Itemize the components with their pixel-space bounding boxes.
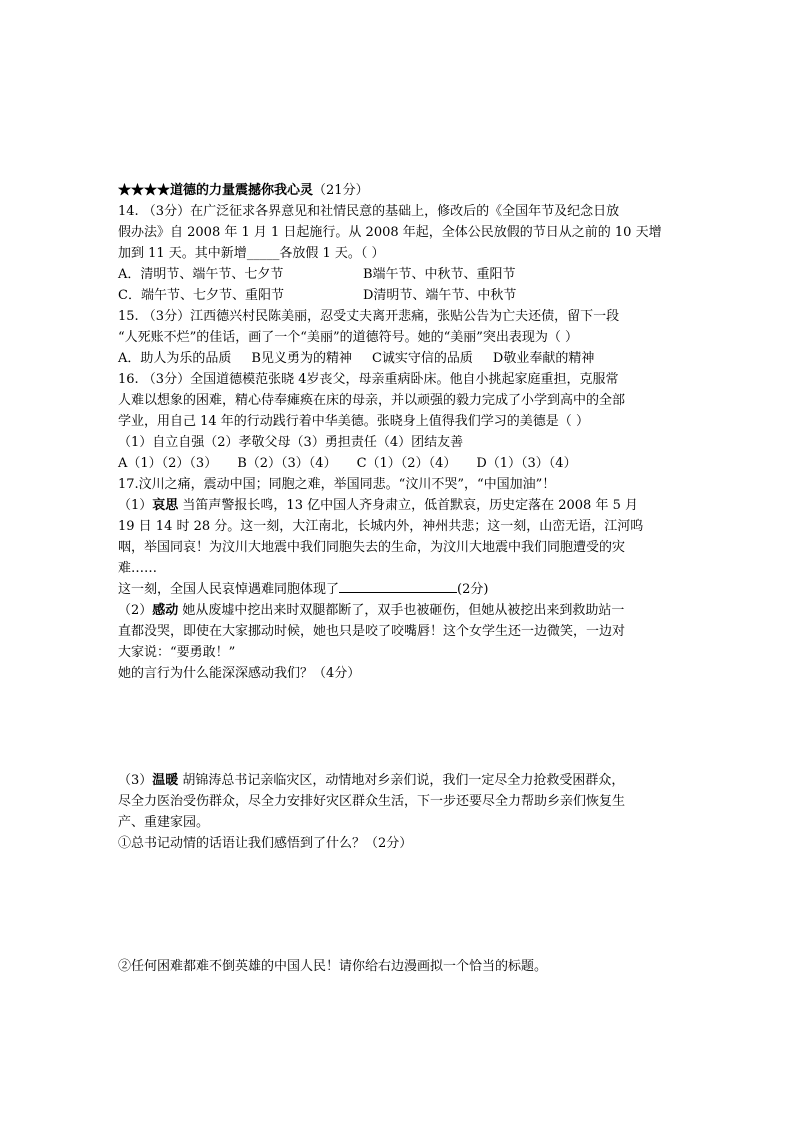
q17-p3-line-2: 尽全力医治受伤群众，尽全力安排好灾区群众生活，下一步还要尽全力帮助乡亲们恢复生 <box>118 794 626 809</box>
q17-p3-text-1: 胡锦涛总书记亲临灾区，动情地对乡亲们说，我们一定尽全力抢救受困群众， <box>178 773 625 788</box>
q17-p2-line-1 <box>118 600 678 621</box>
q14-options-row-2 <box>118 285 678 306</box>
q17-p1-text-1: 当笛声警报长鸣，13 亿中国人齐身肃立，低首默哀，历史定落在 2008 年 5 月 <box>178 498 638 513</box>
q17-p1-score: (2分) <box>457 582 489 597</box>
q17-p3-question-1: ①总书记动情的话语让我们感悟到了什么？（2分） <box>118 836 413 851</box>
q16-line-2: 人难以想象的困难，精心侍奉瘫痪在床的母亲，并以顽强的毅力完成了小学到高中的全部 <box>118 393 626 408</box>
section-heading <box>118 180 678 201</box>
q15-option-d: D敬业奉献的精神 <box>492 351 595 366</box>
q14-option-b: B端午节、中秋节、重阳节 <box>363 267 516 282</box>
q15-line-2: “人死账不烂”的佳话，画了一个“美丽”的道德符号。她的“美丽”突出表现为（ ） <box>118 330 579 345</box>
q17-p2-question: 她的言行为什么能深深感动我们？（4分） <box>118 666 361 681</box>
q15-option-b: B见义勇为的精神 <box>251 351 352 366</box>
q17-intro: 17.汶川之痛，震动中国；同胞之难，举国同悲。“汶川不哭”，“中国加油”！ <box>118 477 556 492</box>
q14-option-a: A．清明节、端午节、七夕节 <box>118 267 284 282</box>
question-16 <box>118 369 678 474</box>
q16-options <box>118 453 678 474</box>
q16-line-1: 16. （3分）全国道德模范张晓 4岁丧父，母亲重病卧床。他自小挑起家庭重担，克服常 <box>118 372 619 387</box>
q14-line-3 <box>118 243 678 264</box>
rating-stars: ★★★★ <box>118 183 171 198</box>
q14-line-2: 假办法》自 2008 年 1 月 1 日起施行。从 2008 年起，全体公民放假的节日从之前的 10 天增 <box>118 225 662 240</box>
q17-p3-line-1 <box>118 770 678 791</box>
q17-p3-question-2: ②任何困难都难不倒英雄的中国人民！请你给右边漫画拟一个恰当的标题。 <box>118 959 548 974</box>
q16-option-c: C（1）（2）（4） <box>356 456 457 471</box>
q15-options <box>118 348 678 369</box>
q16-option-a: A（1）（2）（3） <box>118 456 218 471</box>
q17-part-2 <box>118 600 678 770</box>
q14-option-d: D清明节、端午节、中秋节 <box>363 288 517 303</box>
q17-part-3 <box>118 770 678 977</box>
q17-p1-keyword: 哀思 <box>152 498 179 513</box>
q15-option-c: C诚实守信的品质 <box>371 351 473 366</box>
question-14 <box>118 201 678 306</box>
question-17 <box>118 474 678 977</box>
q16-line-3: 学业，用自己 14 年的行动践行着中华美德。张晓身上值得我们学习的美德是（ ） <box>118 414 589 429</box>
q17-p3-line-3: 产、重建家园。 <box>118 815 210 830</box>
exam-page <box>118 180 678 977</box>
q17-p1-line-3: 咽，举国同哀！为汶川大地震中我们同胞失去的生命，为汶川大地震中我们同胞遭受的灾 <box>118 540 626 555</box>
q17-p1-question <box>118 579 678 600</box>
q17-p1-line-4: 难…… <box>118 561 158 576</box>
q17-part-1 <box>118 495 678 600</box>
q17-p2-line-2: 直都没哭，即使在大家挪动时候，她也只是咬了咬嘴唇！这个女学生还一边微笑，一边对 <box>118 624 626 639</box>
q16-option-d: D（1）（3）（4） <box>476 456 577 471</box>
q16-items: （1）自立自强（2）孝敬父母（3）勇担责任（4）团结友善 <box>118 435 464 450</box>
q14-line-3-b: 各放假 1 天。（ ） <box>279 246 385 261</box>
q17-p2-line-3: 大家说：“要勇敢！” <box>118 645 236 660</box>
q14-line-1: 14. （3分）在广泛征求各界意见和社情民意的基础上，修改后的《全国年节及纪念日放 <box>118 204 620 219</box>
q14-option-c: C．端午节、七夕节、重阳节 <box>118 288 284 303</box>
q17-p1-line-2: 19 日 14 时 28 分。这一刻，大江南北，长城内外，神州共悲；这一刻，山峦无语，江河呜 <box>118 519 644 534</box>
q17-p1-question-text: 这一刻，全国人民哀悼遇难同胞体现了 <box>118 582 340 597</box>
q17-p2-keyword: 感动 <box>152 603 179 618</box>
q16-option-b: B（2）（3）（4） <box>237 456 337 471</box>
q14-options-row-1 <box>118 264 678 285</box>
q17-p3-answer-space-1[interactable] <box>118 854 678 956</box>
q14-answer-blank: _____ <box>246 246 280 261</box>
q17-p1-answer-blank[interactable] <box>339 579 457 593</box>
q17-p2-answer-space[interactable] <box>118 684 678 770</box>
q17-p2-text-1: 她从废墟中挖出来时双腿都断了，双手也被砸伤，但她从被挖出来到救助站一 <box>178 603 625 618</box>
section-score: （21分） <box>313 183 369 198</box>
q15-option-a: A．助人为乐的品质 <box>118 351 232 366</box>
q17-p1-number: （1） <box>118 498 153 513</box>
q15-line-1: 15. （3分）江西德兴村民陈美丽，忍受丈夫离开悲痛，张贴公告为亡夫还债，留下一段 <box>118 309 620 324</box>
q17-p1-line-1 <box>118 495 678 516</box>
q17-p2-number: （2） <box>118 603 153 618</box>
q17-p3-number: （3） <box>118 773 153 788</box>
q14-line-3-a: 加到 11 天。其中新增 <box>118 246 247 261</box>
q17-p3-keyword: 温暖 <box>152 773 179 788</box>
section-title: 道德的力量震撼你我心灵 <box>170 183 314 198</box>
question-15 <box>118 306 678 369</box>
